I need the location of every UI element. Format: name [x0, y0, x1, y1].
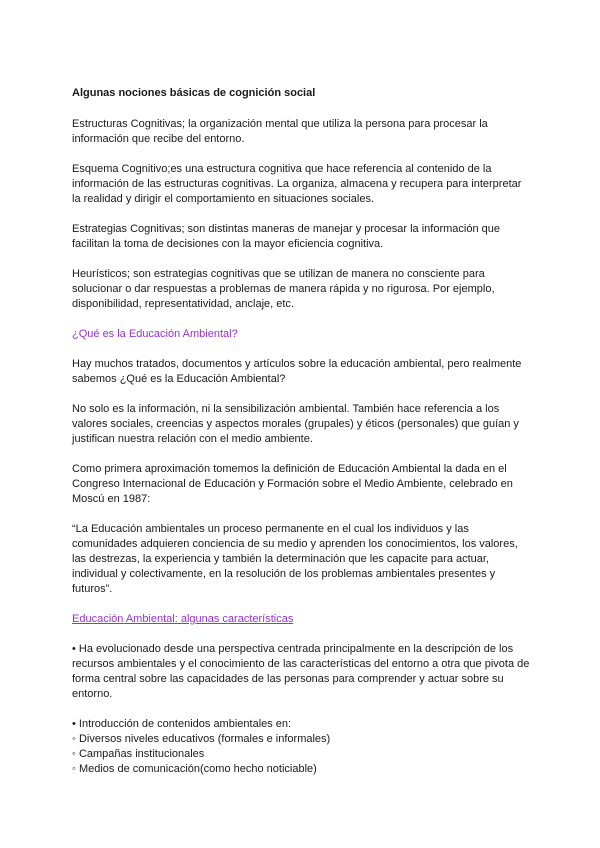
paragraph-evolucion: • Ha evolucionado desde una perspectiva centrada principalmente en la descripción de los recursos ambientales y el conocimiento de las características del entorno a otra que pivota de forma central sobre las capacidades de las personas para comprender y actuar sobre su entorno. [72, 643, 530, 700]
section-heading-que-es-educacion-ambiental: ¿Qué es la Educación Ambiental? [72, 328, 238, 340]
list-item: ◦ Campañas institucionales [72, 748, 205, 760]
list-item: ◦ Medios de comunicación(como hecho noticiable) [72, 763, 317, 775]
definition-esquema-cognitivo: Esquema Cognitivo;es una estructura cognitiva que hace referencia al contenido de la información de las estructuras cognitivas. La organiza, almacena y recupera para interpretar la realidad y dirigir el comportamiento en situaciones sociales. [72, 163, 522, 205]
section-link-caracteristicas[interactable]: Educación Ambiental: algunas características [72, 613, 294, 625]
list-contenidos-ambientales [72, 717, 532, 777]
quote-definicion-moscu: “La Educación ambientales un proceso permanente en el cual los individuos y las comunidades adquieren conciencia de su medio y aprenden los conocimientos, los valores, las destrezas, la experiencia y también la determinación que les capacite para actuar, individual y colectivamente, en la resolución de los problemas ambientales presentes y futuros”. [72, 523, 518, 595]
paragraph-tratados: Hay muchos tratados, documentos y artículos sobre la educación ambiental, pero realmente sabemos ¿Qué es la Educación Ambiental? [72, 358, 522, 385]
list-item: ◦ Diversos niveles educativos (formales e informales) [72, 733, 331, 745]
paragraph-primera-aproximacion: Como primera aproximación tomemos la definición de Educación Ambiental la dada en el Congreso Internacional de Educación y Formación sobre el Medio Ambiente, celebrado en Moscú en 1987: [72, 463, 513, 505]
definition-estructuras-cognitivas: Estructuras Cognitivas; la organización mental que utiliza la persona para procesar la información que recibe del entorno. [72, 118, 488, 145]
document-title: Algunas nociones básicas de cognición social [72, 87, 316, 99]
document-page [72, 86, 532, 777]
paragraph-no-solo: No solo es la información, ni la sensibilización ambiental. También hace referencia a los valores sociales, creencias y aspectos morales (grupales) y éticos (personales) que guían y justifican nuestra relación con el medio ambiente. [72, 403, 519, 445]
list-item: • Introducción de contenidos ambientales en: [72, 718, 292, 730]
definition-estrategias-cognitivas: Estrategias Cognitivas; son distintas maneras de manejar y procesar la información que facilitan la toma de decisiones con la mayor eficiencia cognitiva. [72, 223, 500, 250]
definition-heuristicos: Heurísticos; son estrategias cognitivas que se utilizan de manera no consciente para solucionar o dar respuestas a problemas de manera rápida y no rigurosa. Por ejemplo, disponibilidad, representatividad, anclaje, etc. [72, 268, 495, 310]
